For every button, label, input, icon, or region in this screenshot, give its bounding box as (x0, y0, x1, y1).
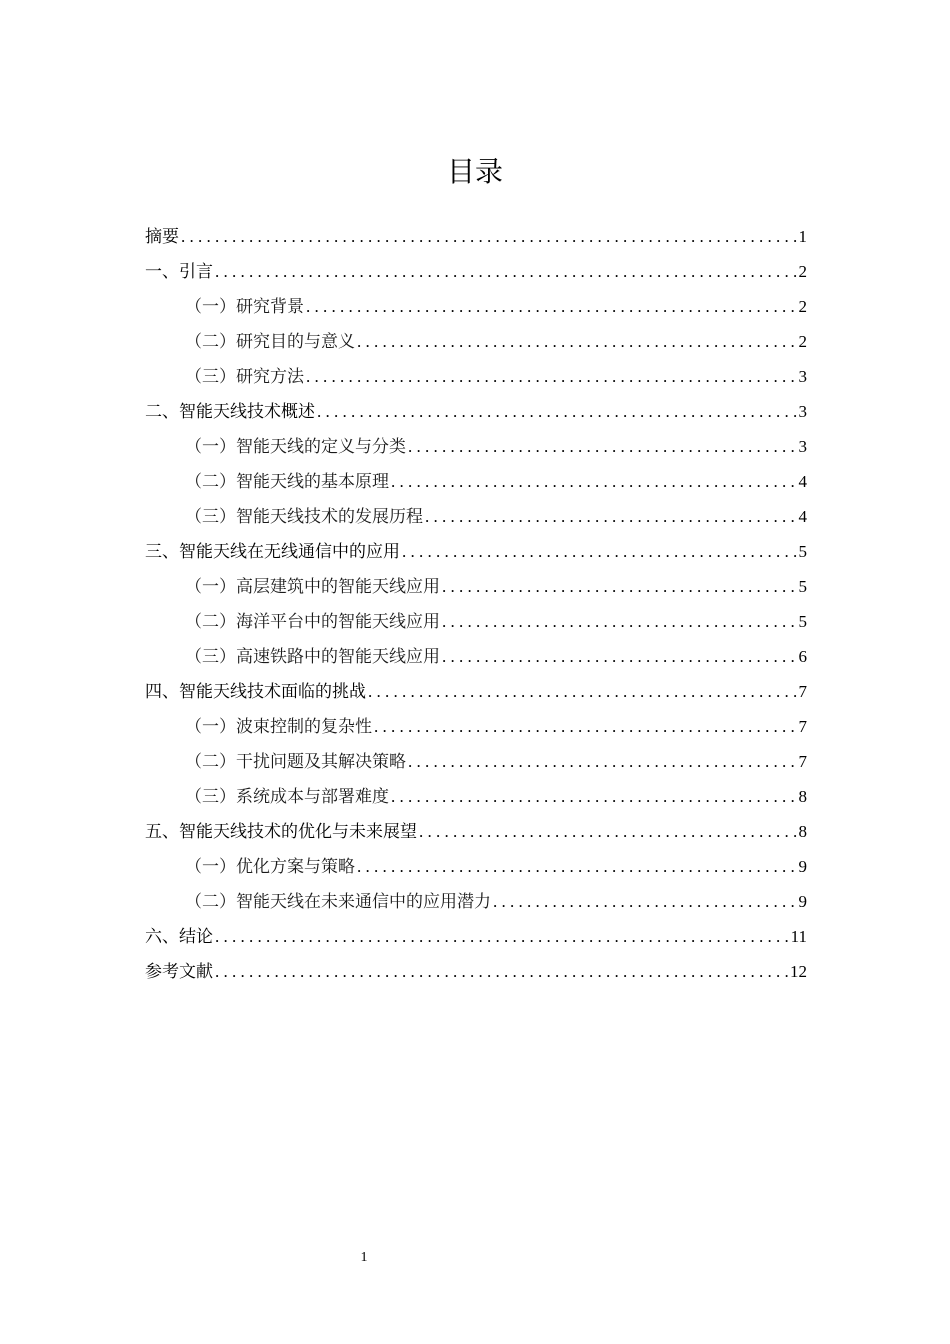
toc-dot-leader (181, 219, 797, 254)
toc-entry-label: 四、智能天线技术面临的挑战 (145, 682, 366, 702)
toc-entry-page: 1 (798, 227, 807, 246)
toc-entry-label: （一）智能天线的定义与分类 (185, 437, 406, 457)
page-title: 目录 (446, 155, 503, 188)
toc-subentry[interactable] (145, 499, 807, 534)
toc-subentry[interactable] (145, 324, 807, 359)
toc-entry-label: （三）高速铁路中的智能天线应用 (185, 647, 440, 667)
toc-dot-leader (368, 674, 797, 709)
toc-dot-leader (215, 254, 797, 289)
toc-entry-label: （三）系统成本与部署难度 (185, 787, 389, 807)
toc-entry-page: 9 (798, 857, 807, 876)
toc-entry-label: （二）干扰问题及其解决策略 (185, 752, 406, 772)
toc-dot-leader (215, 919, 789, 954)
toc-entry-label: 一、引言 (145, 262, 213, 282)
toc-dot-leader (419, 814, 797, 849)
toc-subentry[interactable] (145, 429, 807, 464)
toc-entry-label: （三）研究方法 (185, 367, 304, 387)
toc-entry-page: 6 (798, 647, 807, 666)
toc-entry-label: 二、智能天线技术概述 (145, 402, 315, 422)
toc-entry[interactable] (145, 394, 807, 429)
toc-entry-page: 9 (798, 892, 807, 911)
toc-entry-label: （一）高层建筑中的智能天线应用 (185, 577, 440, 597)
toc-entry-label: （二）智能天线在未来通信中的应用潜力 (185, 892, 491, 912)
toc-entry-page: 12 (790, 962, 807, 981)
toc-entry-label: （二）海洋平台中的智能天线应用 (185, 612, 440, 632)
toc-dot-leader (357, 324, 797, 359)
toc-entry-label: 参考文献 (145, 962, 213, 982)
toc-dot-leader (425, 499, 797, 534)
toc-entry[interactable] (145, 254, 807, 289)
toc-dot-leader (442, 569, 797, 604)
toc-entry-label: （二）研究目的与意义 (185, 332, 355, 352)
toc-entry-page: 3 (798, 437, 807, 456)
toc-entry-page: 7 (798, 682, 807, 701)
toc-entry[interactable] (145, 919, 807, 954)
toc-dot-leader (391, 464, 797, 499)
toc-entry-label: （一）研究背景 (185, 297, 304, 317)
toc-entry-label: 六、结论 (145, 927, 213, 947)
toc-entry[interactable] (145, 954, 807, 989)
toc-dot-leader (408, 429, 797, 464)
toc-subentry[interactable] (145, 849, 807, 884)
toc-entry[interactable] (145, 534, 807, 569)
toc-entry-label: （三）智能天线技术的发展历程 (185, 507, 423, 527)
toc-entry-page: 4 (798, 472, 807, 491)
page-number: 1 (360, 1250, 368, 1265)
toc-entry-page: 2 (798, 332, 807, 351)
toc-entry-page: 7 (798, 717, 807, 736)
toc-subentry[interactable] (145, 464, 807, 499)
toc-entry-label: （二）智能天线的基本原理 (185, 472, 389, 492)
toc-entry-label: （一）波束控制的复杂性 (185, 717, 372, 737)
toc-subentry[interactable] (145, 569, 807, 604)
toc-entry[interactable] (145, 674, 807, 709)
toc-entry-page: 4 (798, 507, 807, 526)
toc-entry[interactable] (145, 814, 807, 849)
toc-dot-leader (442, 639, 797, 674)
toc-entry-label: （一）优化方案与策略 (185, 857, 355, 877)
toc-dot-leader (442, 604, 797, 639)
toc-entry-page: 7 (798, 752, 807, 771)
toc-entry-page: 5 (798, 542, 807, 561)
toc-entry-page: 5 (798, 577, 807, 596)
toc-entry-page: 2 (798, 262, 807, 281)
toc-entry-page: 3 (798, 402, 807, 421)
toc-entry-page: 2 (798, 297, 807, 316)
toc-dot-leader (306, 359, 797, 394)
toc-dot-leader (317, 394, 797, 429)
toc-dot-leader (493, 884, 797, 919)
toc-entry-page: 5 (798, 612, 807, 631)
toc-dot-leader (391, 779, 797, 814)
toc-subentry[interactable] (145, 709, 807, 744)
toc-entry[interactable] (145, 219, 807, 254)
toc-subentry[interactable] (145, 289, 807, 324)
toc-dot-leader (357, 849, 797, 884)
toc-dot-leader (402, 534, 797, 569)
toc-entry-page: 8 (798, 822, 807, 841)
toc-entry-label: 摘要 (145, 227, 179, 247)
toc-entry-page: 3 (798, 367, 807, 386)
table-of-contents (145, 219, 807, 989)
toc-subentry[interactable] (145, 639, 807, 674)
toc-subentry[interactable] (145, 884, 807, 919)
toc-subentry[interactable] (145, 744, 807, 779)
toc-dot-leader (408, 744, 797, 779)
toc-entry-label: 五、智能天线技术的优化与未来展望 (145, 822, 417, 842)
toc-subentry[interactable] (145, 779, 807, 814)
toc-dot-leader (215, 954, 788, 989)
toc-entry-page: 8 (798, 787, 807, 806)
toc-subentry[interactable] (145, 359, 807, 394)
toc-dot-leader (306, 289, 797, 324)
toc-entry-page: 11 (790, 927, 807, 946)
toc-entry-label: 三、智能天线在无线通信中的应用 (145, 542, 400, 562)
toc-subentry[interactable] (145, 604, 807, 639)
toc-dot-leader (374, 709, 797, 744)
